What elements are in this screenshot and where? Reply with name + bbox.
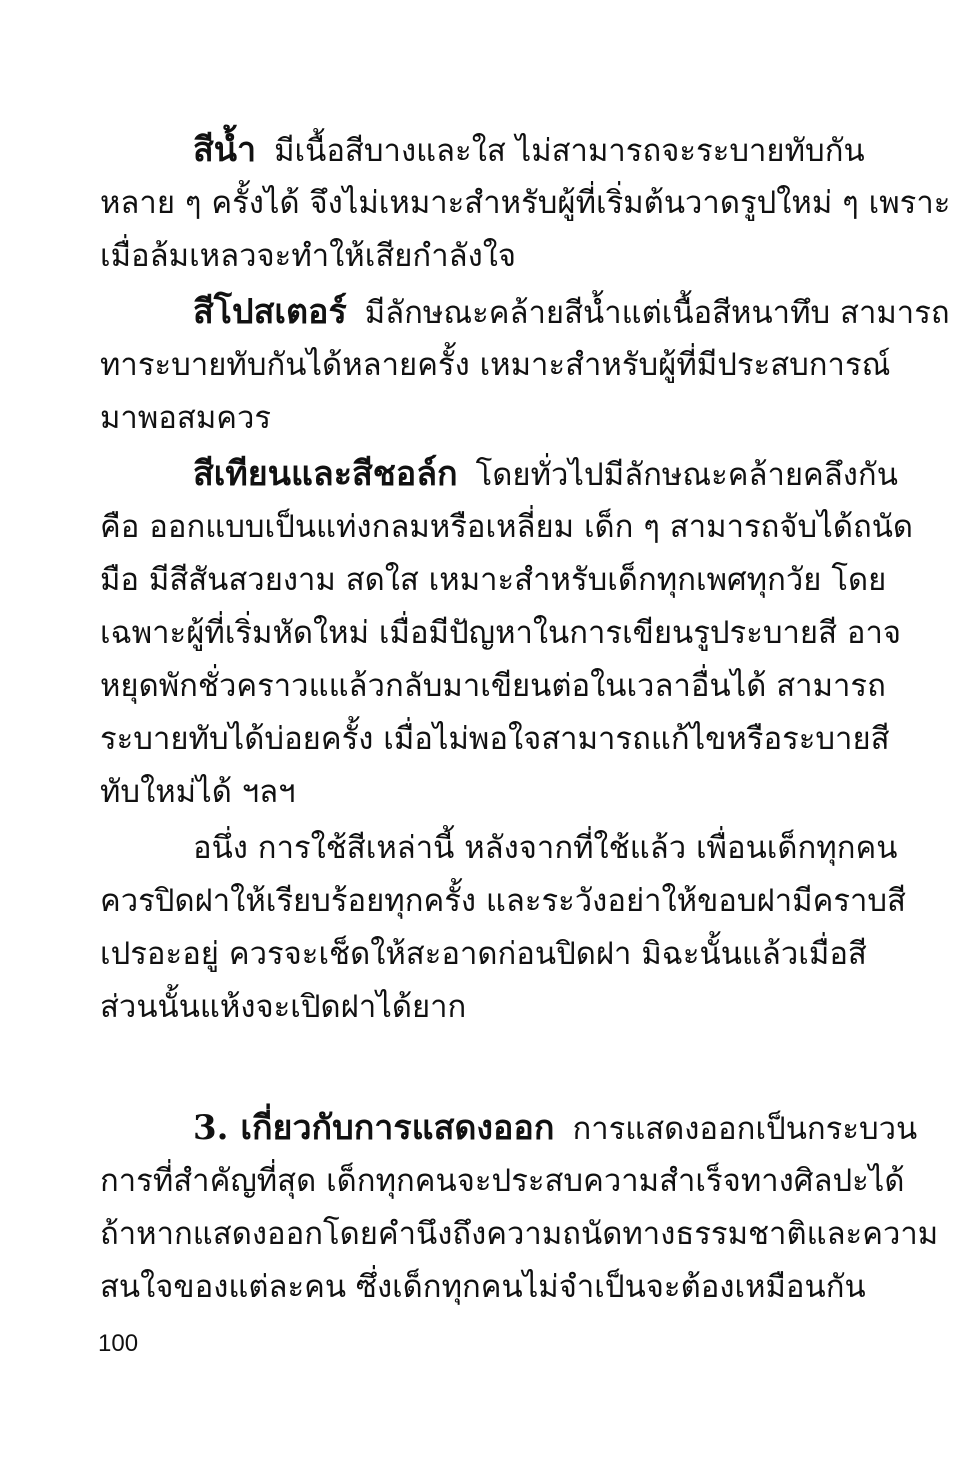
section-expression-line-2: การที่สำคัญที่สุด เด็กทุกคนจะประสบความสำเร็จทางศิลปะได้: [100, 1163, 905, 1199]
paragraph-watercolor-line-2: หลาย ๆ ครั้งได้ จึงไม่เหมาะสำหรับผู้ที่เริ่มต้นวาดรูปใหม่ ๆ เพราะ: [100, 185, 951, 221]
text-line: โดยทั่วไปมีลักษณะคล้ายคลึงกัน: [475, 457, 898, 493]
paragraph-crayon-line-6: ระบายทับได้บ่อยครั้ง เมื่อไม่พอใจสามารถแก้ไขหรือระบายสี: [100, 721, 890, 757]
paragraph-crayon-line-5: หยุดพักชั่วคราวแแล้วกลับมาเขียนต่อในเวลาอื่นได้ สามารถ: [100, 668, 886, 704]
paragraph-care-line-3: เปรอะอยู่ ควรจะเช็ดให้สะอาดก่อนปิดฝา มิฉะนั้นแล้วเมื่อสี: [100, 936, 867, 972]
section-heading-expression: 3. เกี่ยวกับการแสดงออก: [193, 1108, 555, 1148]
paragraph-care-line-4: ส่วนนั้นแห้งจะเปิดฝาได้ยาก: [100, 989, 467, 1025]
term-watercolor: สีน้ำ: [193, 130, 257, 170]
paragraph-crayon-line-4: เฉพาะผู้ที่เริ่มหัดใหม่ เมื่อมีปัญหาในการเขียนรูประบายสี อาจ: [100, 615, 902, 651]
text-line: มีเนื้อสีบางและใส ไม่สามารถจะระบายทับกัน: [274, 133, 865, 169]
paragraph-crayon-line-1: [193, 452, 898, 497]
paragraph-crayon-line-7: ทับใหม่ได้ ฯลฯ: [100, 774, 296, 810]
term-poster: สีโปสเตอร์: [193, 292, 347, 332]
paragraph-watercolor-line-3: เมื่อล้มเหลวจะทำให้เสียกำลังใจ: [100, 238, 517, 274]
paragraph-care-line-1: อนึ่ง การใช้สีเหล่านี้ หลังจากที่ใช้แล้ว เพื่อนเด็กทุกคน: [193, 830, 898, 866]
section-expression-line-3: ถ้าหากแสดงออกโดยคำนึงถึงความถนัดทางธรรมชาติและความ: [100, 1216, 939, 1252]
paragraph-watercolor-line-1: [193, 128, 865, 173]
section-expression-line-4: สนใจของแต่ละคน ซึ่งเด็กทุกคนไม่จำเป็นจะต้องเหมือนกัน: [100, 1269, 866, 1305]
paragraph-poster-line-1: [193, 290, 950, 335]
term-crayon: สีเทียนและสีชอล์ก: [193, 454, 458, 494]
text-line: การแสดงออกเป็นกระบวน: [572, 1111, 918, 1147]
paragraph-care-line-2: ควรปิดฝาให้เรียบร้อยทุกครั้ง และระวังอย่าให้ขอบฝามีคราบสี: [100, 883, 906, 919]
page-number: 100: [98, 1330, 139, 1357]
text-line: มีลักษณะคล้ายสีน้ำแต่เนื้อสีหนาทึบ สามารถ: [364, 295, 950, 331]
paragraph-crayon-line-3: มือ มีสีสันสวยงาม สดใส เหมาะสำหรับเด็กทุกเพศทุกวัย โดย: [100, 562, 887, 598]
section-expression-line-1: [193, 1106, 918, 1151]
paragraph-crayon-line-2: คือ ออกแบบเป็นแท่งกลมหรือเหลี่ยม เด็ก ๆ สามารถจับได้ถนัด: [100, 509, 914, 545]
paragraph-poster-line-2: ทาระบายทับกันได้หลายครั้ง เหมาะสำหรับผู้ที่มีประสบการณ์: [100, 347, 891, 383]
paragraph-poster-line-3: มาพอสมควร: [100, 400, 272, 436]
